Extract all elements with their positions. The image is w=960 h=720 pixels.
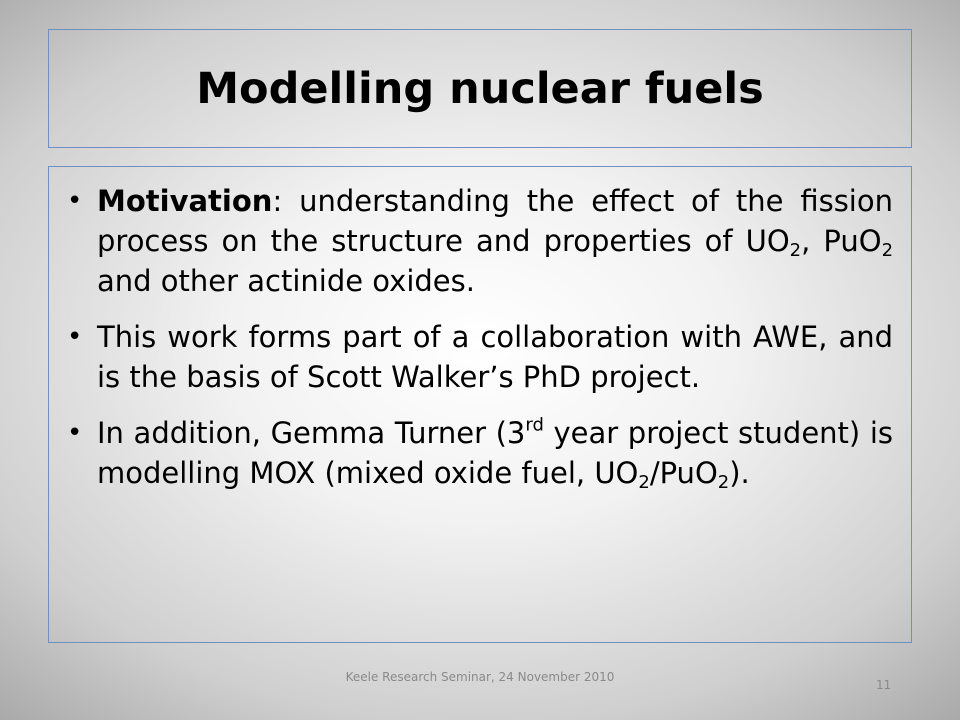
title-placeholder (48, 29, 912, 148)
text-run: ). (729, 456, 750, 490)
bullet-item (67, 317, 893, 397)
text-run-sub: 2 (881, 240, 893, 262)
bullet-text (97, 184, 893, 298)
text-run: and other actinide oxides. (97, 264, 475, 298)
text-run: This work forms part of a collaboration with AWE, and is the basis of Scott Walker’s PhD project. (97, 320, 893, 394)
bullet-item (67, 413, 893, 493)
bullet-icon: • (67, 322, 83, 352)
text-run: In addition, Gemma Turner (3 (97, 416, 526, 450)
content-placeholder (48, 166, 912, 643)
text-run-sup: rd (525, 414, 544, 436)
text-run-bold: Motivation (97, 184, 273, 218)
bullet-icon: • (67, 418, 83, 448)
text-run-sub: 2 (717, 472, 730, 494)
text-run-sub: 2 (789, 240, 802, 262)
text-run: year project student) is modelling MOX (mixed oxide fuel, UO (97, 416, 893, 490)
text-run: , PuO (801, 224, 882, 258)
bullet-list (67, 181, 893, 493)
bullet-icon: • (67, 186, 83, 216)
bullet-item (67, 181, 893, 301)
bullet-text (97, 320, 893, 394)
text-run: : understanding the effect of the fission process on the structure and properties of UO (97, 184, 893, 258)
slide-footer: Keele Research Seminar, 24 November 2010 (345, 670, 615, 684)
bullet-text (97, 414, 893, 494)
text-run-sub: 2 (638, 472, 650, 494)
text-run: /PuO (649, 456, 718, 490)
slide-number: 11 (876, 678, 892, 692)
slide-title: Modelling nuclear fuels (196, 63, 764, 114)
